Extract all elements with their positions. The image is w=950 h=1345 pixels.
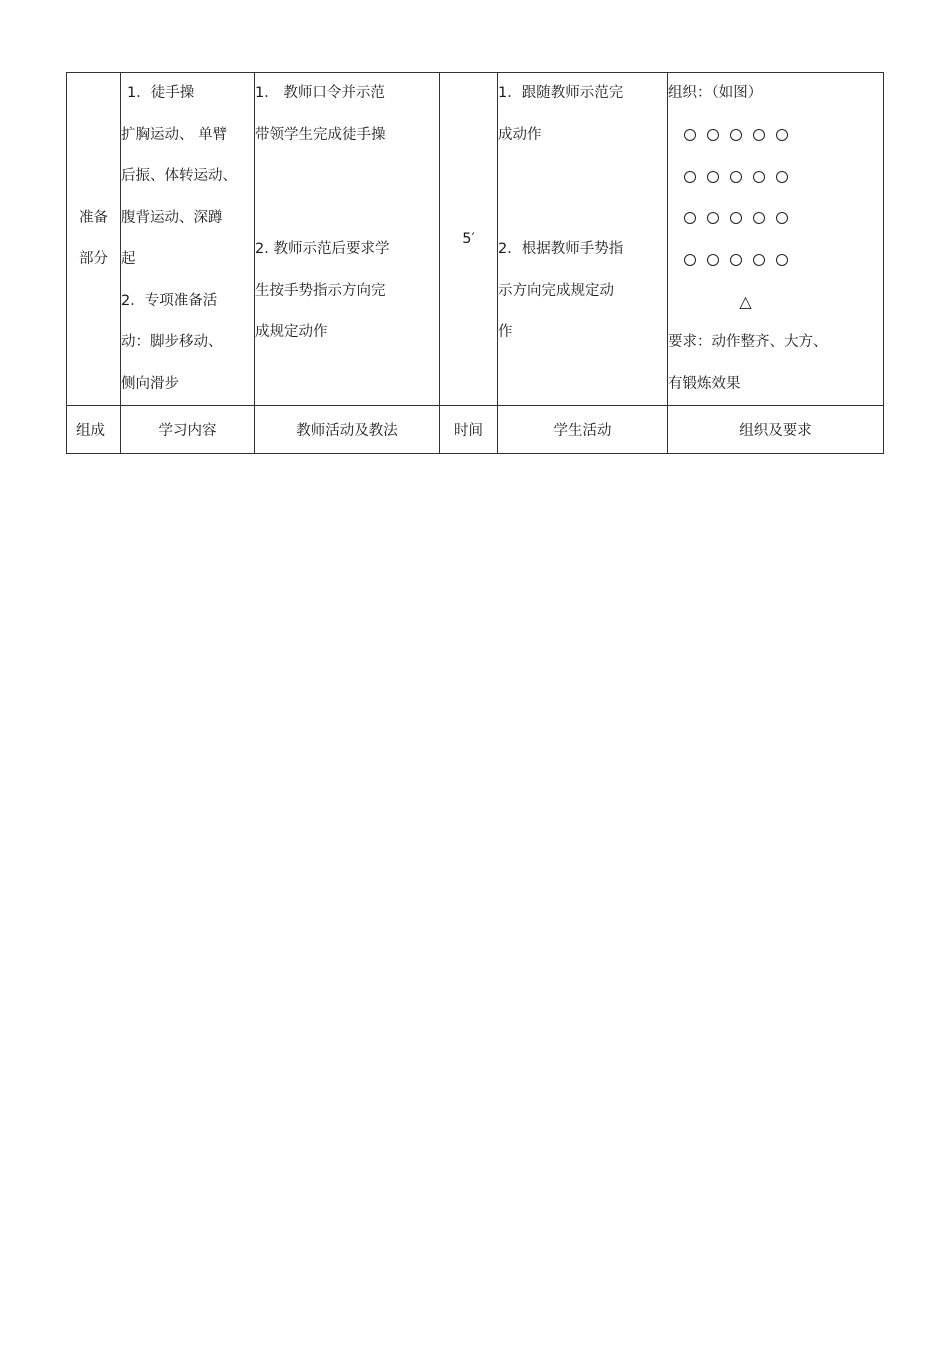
student-circle-icon — [707, 171, 719, 183]
student-circle-icon — [684, 212, 696, 224]
teacher-marker-icon: △ — [739, 291, 752, 311]
student-circle-icon — [753, 212, 765, 224]
formation-diagram — [668, 115, 883, 281]
content-line: 扩胸运动、 单臂 — [121, 126, 228, 143]
formation-row — [668, 115, 883, 157]
formation-row — [668, 198, 883, 240]
preparation-row — [67, 73, 884, 406]
student-circle-icon — [684, 254, 696, 266]
student-line: 示方向完成规定动 — [498, 282, 614, 299]
content-line: 动：脚步移动、 — [121, 334, 223, 350]
student-circle-icon — [753, 171, 765, 183]
student-circle-icon — [776, 129, 788, 141]
header-row — [67, 406, 884, 454]
org-label: 组织：（如图） — [668, 85, 763, 101]
section-cell — [67, 73, 121, 406]
requirement-line: 有锻炼效果 — [668, 375, 741, 392]
header-student: 学生活动 — [498, 406, 668, 454]
header-section: 组成 — [67, 406, 121, 454]
header-org: 组织及要求 — [668, 406, 884, 454]
teacher-line: 1． 教师口令并示范 — [255, 85, 385, 101]
header-teacher: 教师活动及教法 — [255, 406, 440, 454]
formation-row — [668, 239, 883, 281]
time-cell — [440, 73, 498, 406]
section-line-2: 部分 — [79, 251, 108, 267]
student-circle-icon — [684, 129, 696, 141]
student-circle-icon — [730, 254, 742, 266]
student-circle-icon — [730, 171, 742, 183]
student-circle-icon — [753, 129, 765, 141]
student-line: 成动作 — [498, 126, 542, 143]
student-circle-icon — [707, 129, 719, 141]
content-line: 1．徒手操 — [127, 85, 195, 101]
content-cell — [121, 73, 255, 406]
student-circle-icon — [684, 171, 696, 183]
time-value: 5′ — [462, 231, 475, 247]
student-circle-icon — [776, 212, 788, 224]
student-circle-icon — [776, 171, 788, 183]
student-circle-icon — [730, 212, 742, 224]
student-line: 2．根据教师手势指 — [498, 241, 624, 257]
student-circle-icon — [730, 129, 742, 141]
teacher-activity-cell — [255, 73, 440, 406]
student-line: 作 — [498, 324, 513, 340]
content-line: 侧向滑步 — [121, 375, 179, 392]
section-line-1: 准备 — [79, 210, 108, 226]
content-line: 后振、体转运动、 — [121, 168, 237, 184]
formation-row — [668, 156, 883, 198]
header-content: 学习内容 — [121, 406, 255, 454]
student-circle-icon — [753, 254, 765, 266]
lesson-plan-table — [66, 72, 884, 454]
teacher-line: 成规定动作 — [255, 324, 328, 340]
organization-cell — [668, 73, 884, 406]
requirement-line: 要求：动作整齐、大方、 — [668, 334, 828, 350]
header-time: 时间 — [440, 406, 498, 454]
student-circle-icon — [707, 254, 719, 266]
student-circle-icon — [776, 254, 788, 266]
teacher-line: 带领学生完成徒手操 — [255, 126, 386, 143]
student-activity-cell — [498, 73, 668, 406]
student-line: 1．跟随教师示范完 — [498, 85, 624, 101]
student-circle-icon — [707, 212, 719, 224]
teacher-line: 2. 教师示范后要求学 — [255, 241, 390, 257]
content-line: 腹背运动、深蹲 — [121, 209, 223, 226]
content-line: 起 — [121, 251, 136, 267]
teacher-line: 生按手势指示方向完 — [255, 282, 386, 299]
content-line: 2．专项准备活 — [121, 292, 218, 309]
